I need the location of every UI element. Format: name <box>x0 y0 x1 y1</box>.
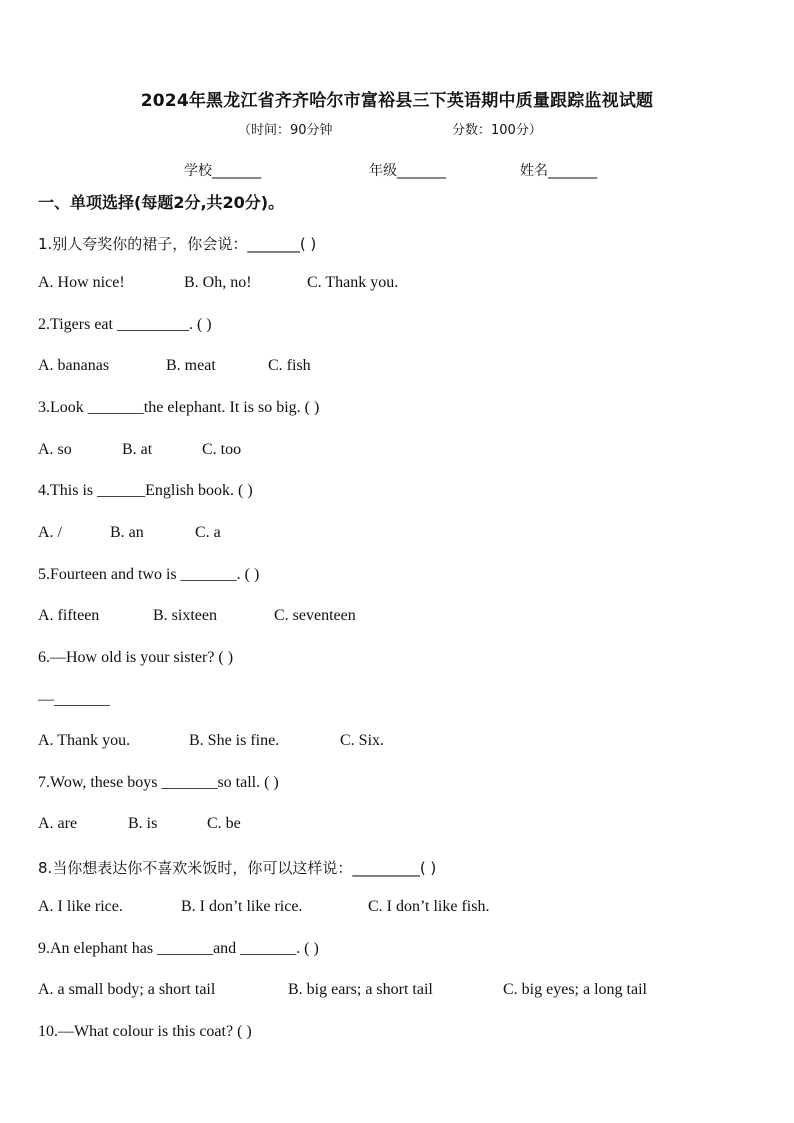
q5-option-c: C. seventeen <box>274 607 356 624</box>
q2-option-b: B. meat <box>166 357 216 374</box>
q5-option-a: A. fifteen <box>38 607 100 624</box>
question-4: 4.This is ______English book. ( ) <box>38 482 253 499</box>
q9-option-a: A. a small body; a short tail <box>38 981 216 998</box>
q3-option-b: B. at <box>122 441 153 458</box>
q4-option-b: B. an <box>110 524 144 541</box>
q6-answer-line: —_______ <box>38 691 110 708</box>
question-3: 3.Look _______the elephant. It is so big. ( ) <box>38 399 320 416</box>
q4-option-c: C. a <box>195 524 221 541</box>
question-5: 5.Fourteen and two is _______. ( ) <box>38 566 260 583</box>
question-8: 8.当你想表达你不喜欢米饭时，你可以这样说：_________( ) <box>38 859 437 877</box>
q8-option-b: B. I don’t like rice. <box>181 898 303 915</box>
question-10: 10.—What colour is this coat? ( ) <box>38 1023 252 1040</box>
section-heading: 一、单项选择(每题2分,共20分)。 <box>38 193 285 212</box>
question-1: 1.别人夸奖你的裙子，你会说：_______( ) <box>38 235 317 253</box>
q9-option-c: C. big eyes; a long tail <box>503 981 647 998</box>
q1-option-c: C. Thank you. <box>307 274 399 291</box>
exam-time: （时间：90分钟 <box>238 123 333 138</box>
q3-option-a: A. so <box>38 441 72 458</box>
page-title: 2024年黑龙江省齐齐哈尔市富裕县三下英语期中质量跟踪监视试题 <box>140 91 654 111</box>
question-9: 9.An elephant has _______and _______. ( ) <box>38 940 319 957</box>
question-2: 2.Tigers eat _________. ( ) <box>38 316 212 333</box>
school-field: 学校_______ <box>184 163 261 179</box>
q1-option-a: A. How nice! <box>38 274 125 291</box>
question-7: 7.Wow, these boys _______so tall. ( ) <box>38 774 279 791</box>
q8-option-c: C. I don’t like fish. <box>368 898 490 915</box>
q9-option-b: B. big ears; a short tail <box>288 981 433 998</box>
q2-option-c: C. fish <box>268 357 311 374</box>
q6-option-c: C. Six. <box>340 732 385 749</box>
q7-option-c: C. be <box>207 815 241 832</box>
exam-score: 分数：100分） <box>452 123 542 138</box>
q6-option-b: B. She is fine. <box>189 732 280 749</box>
q7-option-b: B. is <box>128 815 158 832</box>
grade-field: 年级_______ <box>369 163 446 179</box>
q3-option-c: C. too <box>202 441 242 458</box>
q5-option-b: B. sixteen <box>153 607 217 624</box>
q1-option-b: B. Oh, no! <box>184 274 252 291</box>
name-field: 姓名_______ <box>520 163 597 179</box>
q4-option-a: A. / <box>38 524 62 541</box>
q6-option-a: A. Thank you. <box>38 732 131 749</box>
q7-option-a: A. are <box>38 815 78 832</box>
question-6: 6.—How old is your sister? ( ) <box>38 649 234 666</box>
q8-option-a: A. I like rice. <box>38 898 123 915</box>
q2-option-a: A. bananas <box>38 357 110 374</box>
